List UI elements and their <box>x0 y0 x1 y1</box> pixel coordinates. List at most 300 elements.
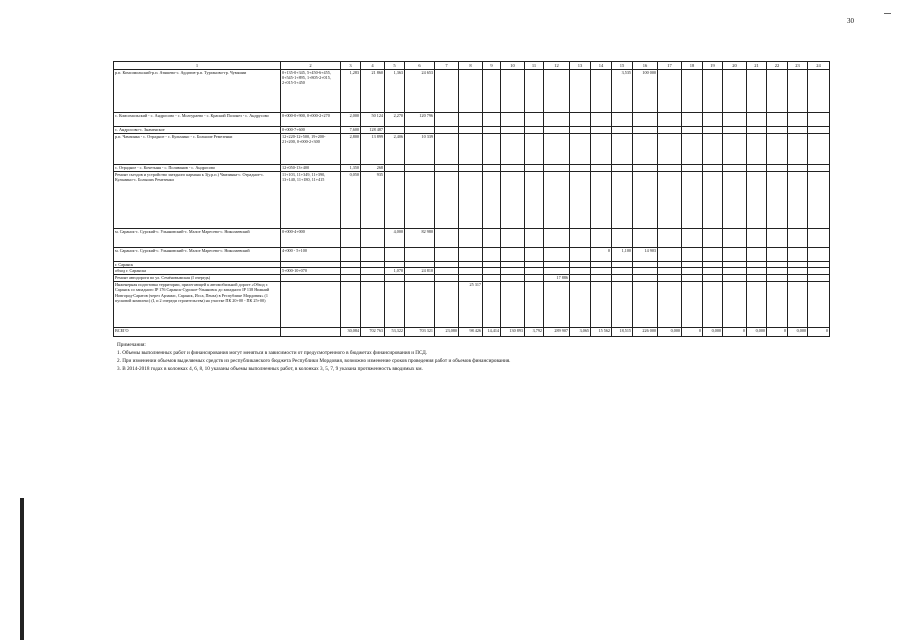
value-cell <box>723 229 747 248</box>
value-cell: 2,000 <box>341 113 361 127</box>
value-cell: 17 886 <box>544 275 570 282</box>
value-cell <box>435 268 459 275</box>
value-cell: 50 124 <box>361 113 385 127</box>
value-cell <box>570 275 591 282</box>
column-number: 10 <box>501 62 525 70</box>
value-cell <box>525 127 544 134</box>
value-cell <box>633 282 658 328</box>
value-cell <box>747 113 767 127</box>
column-number: 6 <box>405 62 435 70</box>
value-cell <box>808 229 830 248</box>
value-cell <box>808 268 830 275</box>
value-cell <box>747 268 767 275</box>
value-cell <box>361 229 385 248</box>
value-cell <box>682 248 703 262</box>
km-range-cell: 12+050-13+400 <box>281 165 341 172</box>
column-number: 2 <box>281 62 341 70</box>
value-cell <box>658 268 682 275</box>
column-number: 12 <box>544 62 570 70</box>
value-cell <box>501 268 525 275</box>
value-cell <box>435 248 459 262</box>
value-cell: 15 562 <box>591 328 612 337</box>
value-cell: 24 810 <box>405 268 435 275</box>
value-cell: 0,000 <box>703 328 723 337</box>
value-cell: 1,283 <box>341 70 361 113</box>
value-cell <box>658 70 682 113</box>
value-cell <box>723 268 747 275</box>
value-cell: 0 <box>767 328 788 337</box>
value-cell <box>483 229 501 248</box>
value-cell <box>633 134 658 165</box>
km-range-cell: 0+000-7+600 <box>281 127 341 134</box>
table-row <box>114 268 830 275</box>
km-range-cell: 0+000-0+900, 0+000-2+270 <box>281 113 341 127</box>
value-cell <box>747 282 767 328</box>
scan-edge-shadow <box>20 498 24 640</box>
table-row <box>114 282 830 328</box>
road-name-cell: ВСЕГО <box>114 328 281 337</box>
value-cell: 2,406 <box>385 134 405 165</box>
km-range-cell: 5+000-10+070 <box>281 268 341 275</box>
value-cell <box>544 134 570 165</box>
value-cell <box>633 229 658 248</box>
value-cell <box>723 165 747 172</box>
value-cell <box>570 229 591 248</box>
value-cell <box>747 248 767 262</box>
column-number: 18 <box>682 62 703 70</box>
value-cell <box>612 127 633 134</box>
road-name-cell: с. Отрадное - с. Кочетыня - с. Поливанов - с. Андросово <box>114 165 281 172</box>
value-cell <box>405 282 435 328</box>
value-cell: 0 <box>591 248 612 262</box>
value-cell <box>788 165 808 172</box>
value-cell <box>682 229 703 248</box>
value-cell <box>501 113 525 127</box>
value-cell <box>435 229 459 248</box>
column-number: 22 <box>767 62 788 70</box>
value-cell <box>788 70 808 113</box>
column-number: 8 <box>459 62 483 70</box>
value-cell <box>501 282 525 328</box>
value-cell <box>544 165 570 172</box>
value-cell: 21 860 <box>361 70 385 113</box>
value-cell <box>808 248 830 262</box>
table-row <box>114 248 830 262</box>
value-cell <box>682 165 703 172</box>
value-cell <box>767 165 788 172</box>
value-cell <box>703 282 723 328</box>
corner-mark <box>884 13 891 14</box>
value-cell <box>361 248 385 262</box>
km-range-cell <box>281 328 341 337</box>
value-cell <box>525 282 544 328</box>
value-cell <box>612 275 633 282</box>
value-cell: 0,000 <box>788 328 808 337</box>
value-cell <box>808 127 830 134</box>
value-cell <box>612 134 633 165</box>
value-cell <box>525 229 544 248</box>
value-cell <box>703 165 723 172</box>
value-cell <box>405 165 435 172</box>
value-cell <box>788 268 808 275</box>
table-row <box>114 165 830 172</box>
value-cell: 53,322 <box>385 328 405 337</box>
value-cell <box>723 282 747 328</box>
value-cell <box>633 172 658 229</box>
value-cell <box>767 127 788 134</box>
value-cell <box>501 127 525 134</box>
value-cell <box>483 172 501 229</box>
value-cell <box>385 165 405 172</box>
road-name-cell: с. Андросово-с. Знаменское <box>114 127 281 134</box>
value-cell <box>612 165 633 172</box>
notes-section <box>117 341 817 373</box>
table-row <box>114 134 830 165</box>
value-cell <box>682 172 703 229</box>
value-cell <box>723 70 747 113</box>
column-number: 15 <box>612 62 633 70</box>
value-cell <box>703 268 723 275</box>
value-cell <box>658 248 682 262</box>
value-cell <box>767 113 788 127</box>
value-cell <box>808 70 830 113</box>
value-cell: 14,414 <box>483 328 501 337</box>
value-cell <box>747 165 767 172</box>
value-cell: 4,000 <box>385 229 405 248</box>
value-cell: 14 903 <box>633 248 658 262</box>
value-cell <box>633 165 658 172</box>
value-cell <box>747 172 767 229</box>
value-cell <box>405 127 435 134</box>
value-cell <box>658 113 682 127</box>
value-cell <box>544 248 570 262</box>
road-name-cell: Ремонт автодороги по ул. Семёновымская (I очередь) <box>114 275 281 282</box>
value-cell <box>570 172 591 229</box>
value-cell <box>808 275 830 282</box>
value-cell <box>501 165 525 172</box>
value-cell: 0,000 <box>747 328 767 337</box>
table-row <box>114 172 830 229</box>
value-cell <box>570 165 591 172</box>
value-cell <box>570 113 591 127</box>
column-number: 5 <box>385 62 405 70</box>
value-cell <box>633 113 658 127</box>
km-range-cell: 0+000-4+000 <box>281 229 341 248</box>
value-cell <box>682 268 703 275</box>
value-cell <box>341 248 361 262</box>
value-cell <box>788 172 808 229</box>
road-name-cell: обход г. Саранска <box>114 268 281 275</box>
value-cell: 23,080 <box>435 328 459 337</box>
table-row <box>114 328 830 337</box>
value-cell <box>459 134 483 165</box>
km-range-cell <box>281 275 341 282</box>
value-cell: 226 000 <box>633 328 658 337</box>
value-cell <box>682 127 703 134</box>
value-cell <box>435 282 459 328</box>
value-cell <box>682 275 703 282</box>
value-cell <box>525 134 544 165</box>
value-cell <box>361 268 385 275</box>
value-cell <box>788 248 808 262</box>
table-row <box>114 70 830 113</box>
value-cell <box>682 282 703 328</box>
value-cell <box>459 113 483 127</box>
value-cell <box>808 172 830 229</box>
value-cell: 18,515 <box>612 328 633 337</box>
value-cell <box>483 248 501 262</box>
column-number: 17 <box>658 62 682 70</box>
table-row <box>114 127 830 134</box>
value-cell <box>501 172 525 229</box>
value-cell <box>658 229 682 248</box>
value-cell <box>612 172 633 229</box>
value-cell <box>544 70 570 113</box>
value-cell <box>459 229 483 248</box>
value-cell <box>544 127 570 134</box>
value-cell <box>544 113 570 127</box>
value-cell: 2,270 <box>385 113 405 127</box>
value-cell <box>459 248 483 262</box>
value-cell: 3,535 <box>612 70 633 113</box>
value-cell <box>570 268 591 275</box>
table-row <box>114 113 830 127</box>
value-cell <box>483 113 501 127</box>
column-number: 16 <box>633 62 658 70</box>
value-cell <box>723 275 747 282</box>
value-cell <box>788 127 808 134</box>
note-item-3: 3. В 2014-2018 годах в колонках 4, 6, 8, 10 указаны объемы выполненных работ, в колонках 3, 5, 7, 9 указана протяженность вводимых км. <box>117 366 423 372</box>
value-cell <box>341 282 361 328</box>
value-cell <box>591 268 612 275</box>
value-cell <box>591 282 612 328</box>
road-name-cell: р.п. Чамзинка - с. Отрадное - с. Кульмино - с. Большие Ремезенки <box>114 134 281 165</box>
notes-title: Примечания: <box>117 342 146 348</box>
value-cell <box>788 275 808 282</box>
value-cell <box>570 282 591 328</box>
value-cell <box>435 127 459 134</box>
column-number: 7 <box>435 62 459 70</box>
road-name-cell: м. Саранск-с. Сурский-с. Ульяновский-с. Малое Маресево-с. Николаевский <box>114 229 281 248</box>
value-cell <box>747 275 767 282</box>
value-cell <box>525 70 544 113</box>
value-cell <box>459 268 483 275</box>
value-cell <box>501 275 525 282</box>
value-cell <box>435 134 459 165</box>
value-cell <box>435 113 459 127</box>
value-cell: 130 893 <box>501 328 525 337</box>
value-cell <box>633 275 658 282</box>
value-cell <box>591 134 612 165</box>
value-cell <box>525 172 544 229</box>
value-cell <box>501 229 525 248</box>
road-name-cell: м. Саранск-с. Сурский-с. Ульяновский-с. Малое Маресево-с. Николаевский <box>114 248 281 262</box>
value-cell: 0,050 <box>341 172 361 229</box>
value-cell <box>385 275 405 282</box>
value-cell <box>435 165 459 172</box>
value-cell: 3,792 <box>525 328 544 337</box>
value-cell: 120 796 <box>405 113 435 127</box>
value-cell <box>544 282 570 328</box>
value-cell <box>723 134 747 165</box>
column-number: 24 <box>808 62 830 70</box>
value-cell <box>459 172 483 229</box>
value-cell <box>612 229 633 248</box>
value-cell <box>788 229 808 248</box>
value-cell <box>633 127 658 134</box>
value-cell <box>385 248 405 262</box>
value-cell <box>459 165 483 172</box>
value-cell <box>788 113 808 127</box>
value-cell <box>658 172 682 229</box>
road-name-cell: с. Комсомольский - с. Андросово - с. Молгураево - с. Краский Полонез - с. Андрусово <box>114 113 281 127</box>
value-cell <box>435 70 459 113</box>
value-cell <box>703 275 723 282</box>
value-cell: 82 980 <box>405 229 435 248</box>
value-cell <box>570 127 591 134</box>
value-cell <box>682 113 703 127</box>
value-cell <box>525 113 544 127</box>
table-row <box>114 229 830 248</box>
value-cell <box>591 113 612 127</box>
value-cell: 30,084 <box>341 328 361 337</box>
value-cell: 7,600 <box>341 127 361 134</box>
value-cell <box>591 70 612 113</box>
value-cell: 0,000 <box>658 328 682 337</box>
note-item-1: 1. Объемы выполненных работ и финансирования могут меняться в зависимости от предусмотренного в бюджетах финансирования и ПСД. <box>117 350 428 356</box>
value-cell <box>703 248 723 262</box>
value-cell: 268 <box>361 165 385 172</box>
value-cell <box>459 275 483 282</box>
value-cell: 0 <box>723 328 747 337</box>
value-cell <box>703 113 723 127</box>
value-cell <box>747 70 767 113</box>
column-number: 20 <box>723 62 747 70</box>
value-cell <box>483 268 501 275</box>
value-cell <box>525 275 544 282</box>
value-cell <box>767 229 788 248</box>
value-cell <box>525 268 544 275</box>
value-cell <box>341 268 361 275</box>
value-cell: 24 653 <box>405 70 435 113</box>
road-name-cell: р.п. Комсомольский-р.п. Атяшево-с. Ардатов-р.п. Турганово-гр. Чувашии <box>114 70 281 113</box>
value-cell <box>767 275 788 282</box>
value-cell: 0 <box>682 328 703 337</box>
value-cell <box>501 134 525 165</box>
value-cell: 702 763 <box>361 328 385 337</box>
value-cell: 2,800 <box>341 134 361 165</box>
value-cell <box>405 248 435 262</box>
value-cell <box>767 282 788 328</box>
km-range-cell: 4+000 - 5+100 <box>281 248 341 262</box>
value-cell <box>808 165 830 172</box>
value-cell: 935 <box>361 172 385 229</box>
value-cell <box>682 134 703 165</box>
column-number: 3 <box>341 62 361 70</box>
value-cell: 703 321 <box>405 328 435 337</box>
km-range-cell <box>281 282 341 328</box>
value-cell <box>591 127 612 134</box>
value-cell: 1,100 <box>612 248 633 262</box>
value-cell <box>544 268 570 275</box>
road-name-cell: Ремонт съездов и устройство заездного кармана к 3(у.р.п.) Чамзинка-с. Отрадное-с. Кульмино-с. Больших Ремезенки <box>114 172 281 229</box>
table-row <box>114 275 830 282</box>
value-cell <box>483 165 501 172</box>
value-cell <box>808 282 830 328</box>
value-cell: 289 907 <box>544 328 570 337</box>
value-cell <box>747 134 767 165</box>
column-number: 19 <box>703 62 723 70</box>
value-cell <box>385 127 405 134</box>
page-number: 30 <box>847 17 854 25</box>
value-cell <box>501 70 525 113</box>
value-cell <box>633 268 658 275</box>
value-cell <box>767 268 788 275</box>
value-cell <box>341 275 361 282</box>
value-cell: 128 487 <box>361 127 385 134</box>
column-number: 11 <box>525 62 544 70</box>
value-cell: 10 339 <box>405 134 435 165</box>
value-cell <box>341 229 361 248</box>
road-works-table <box>113 61 830 337</box>
value-cell <box>788 282 808 328</box>
value-cell: 3,065 <box>570 328 591 337</box>
value-cell: 100 000 <box>633 70 658 113</box>
km-range-cell: 0+135-0+345, 5+450-6+455, 0+545-1+895, 1+805-2+015, 2+015-5+450 <box>281 70 341 113</box>
value-cell <box>747 229 767 248</box>
value-cell <box>703 229 723 248</box>
value-cell <box>788 134 808 165</box>
value-cell <box>591 172 612 229</box>
note-item-2: 2. При изменении объемов выделяемых средств из республиканского бюджета Республики Мордовия, возможно изменение сроков проведения работ и объемов финансирования. <box>117 358 511 364</box>
value-cell <box>658 134 682 165</box>
value-cell: 1,363 <box>385 70 405 113</box>
value-cell <box>767 172 788 229</box>
value-cell <box>483 282 501 328</box>
value-cell <box>703 172 723 229</box>
value-cell <box>385 172 405 229</box>
value-cell <box>525 165 544 172</box>
value-cell <box>723 248 747 262</box>
value-cell <box>544 229 570 248</box>
value-cell <box>723 127 747 134</box>
value-cell: 98 426 <box>459 328 483 337</box>
value-cell <box>385 282 405 328</box>
column-number: 13 <box>570 62 591 70</box>
value-cell <box>767 248 788 262</box>
value-cell <box>612 113 633 127</box>
value-cell <box>591 275 612 282</box>
road-name-cell: Инженерная подготовка территории, прилегающей к автомобильной дороге «Обход г. Саранск со западного IP 176 Саранск-Сурское-Ульяновск до западного IP 138 Нижний Новгород-Саратов (через Арзамас, Саранск, Исса, Пенза) в Республике Мордовия» (1 пусковой комплекс) (I, и 2 очереди строительства) на участке ПК 20+00 - ПК 25+00) <box>114 282 281 328</box>
column-number: 4 <box>361 62 385 70</box>
value-cell <box>591 165 612 172</box>
value-cell <box>435 275 459 282</box>
value-cell <box>723 172 747 229</box>
header-row <box>114 62 830 70</box>
value-cell <box>570 134 591 165</box>
column-number: 14 <box>591 62 612 70</box>
value-cell <box>570 248 591 262</box>
value-cell: 25 317 <box>459 282 483 328</box>
value-cell <box>459 127 483 134</box>
value-cell <box>459 70 483 113</box>
value-cell <box>658 165 682 172</box>
value-cell <box>612 268 633 275</box>
km-range-cell: 11+103, 11+349, 11+390, 13+140, 11+180, 11+415 <box>281 172 341 229</box>
value-cell <box>658 275 682 282</box>
value-cell <box>570 70 591 113</box>
km-range-cell: 12+220-12+500, 19+200-21+200, 0+000-2+300 <box>281 134 341 165</box>
